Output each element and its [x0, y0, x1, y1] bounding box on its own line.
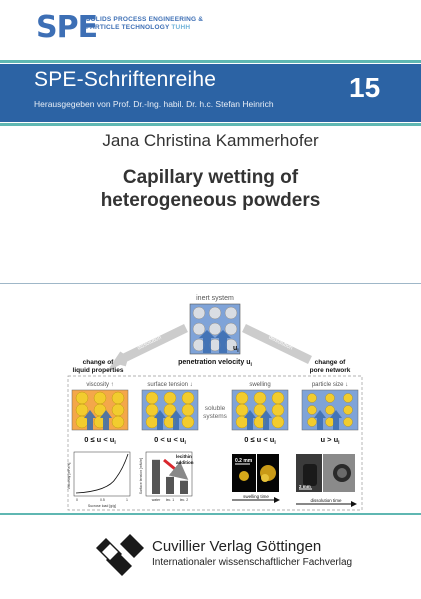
lecithin-label-1: lecithin — [176, 454, 192, 459]
tension-category: lec. 2 — [179, 498, 189, 502]
swelling-scale: 0.2 mm — [235, 458, 253, 464]
particle — [182, 416, 194, 428]
dissolution-photos — [296, 454, 356, 504]
top-teal-rule — [0, 60, 421, 63]
soluble-panel — [232, 382, 288, 446]
particle — [112, 416, 124, 428]
panel-relation: $0 < u < u_i$ — [154, 435, 186, 446]
tension-category: water — [151, 498, 161, 502]
particle — [164, 392, 176, 404]
particle — [326, 394, 335, 403]
viscosity-ylabel: Viscosity [mPa·s] — [67, 462, 71, 490]
tension-categories — [152, 498, 189, 502]
logo-line-1: SOLIDS PROCESS ENGINEERING & — [86, 16, 204, 23]
particle — [308, 406, 317, 415]
tension-category: lec. 1 — [165, 498, 175, 502]
particle — [254, 392, 266, 404]
tension-bar — [152, 460, 160, 494]
cover-figure — [60, 290, 370, 512]
panel-relation: $0 \le u < u_i$ — [84, 435, 116, 446]
left-heading-1: change of — [82, 359, 114, 366]
series-name: SPE-Schriftenreihe — [34, 68, 217, 91]
soluble-label-1: soluble — [204, 405, 226, 412]
particle — [308, 418, 317, 427]
inert-system-label: inert system — [196, 295, 234, 302]
dissolution-time: dissolution time — [310, 498, 342, 503]
figure-top-rule — [0, 283, 421, 284]
particle — [76, 392, 88, 404]
particle — [236, 404, 248, 416]
panel-label: particle size ↓ — [311, 382, 349, 388]
particle — [182, 404, 194, 416]
particle — [272, 392, 284, 404]
particle — [326, 406, 335, 415]
panel-relation: $u > u_i$ — [320, 435, 340, 446]
panel-label: swelling — [249, 382, 271, 388]
volume-number: 15 — [349, 72, 381, 103]
left-heading-2: liquid properties — [72, 367, 124, 374]
publisher-name: Cuvillier Verlag Göttingen — [152, 538, 322, 555]
tension-bar — [180, 481, 188, 494]
dissolution-right-label: dissolution — [267, 334, 294, 352]
particle — [146, 392, 158, 404]
publisher-subtitle: Internationaler wissenschaftlicher Fachverlag — [152, 557, 353, 568]
viscosity-tick-0: 0 — [76, 498, 78, 502]
soluble-label-2: systems — [203, 413, 227, 420]
spe-logo-text — [86, 16, 203, 32]
logo-tuhh: TUHH — [171, 24, 191, 31]
book-title-line-1: Capillary wetting of — [122, 167, 299, 188]
particle — [94, 392, 106, 404]
particle — [344, 418, 353, 427]
viscosity-plot — [67, 452, 130, 508]
particle — [112, 392, 124, 404]
lecithin-label-2: addition — [176, 460, 194, 465]
author-name: Jana Christina Kammerhofer — [102, 131, 319, 150]
tension-bar — [166, 477, 174, 494]
particle — [308, 394, 317, 403]
soluble-panel — [142, 382, 198, 446]
particle — [236, 392, 248, 404]
particle — [146, 404, 158, 416]
swelling-photos — [232, 454, 279, 500]
band-teal-rule — [0, 123, 421, 126]
swelling-time: swelling time — [243, 494, 269, 499]
viscosity-tick-2: 1 — [126, 498, 128, 502]
tension-ylabel: Surface tension [mN/m] — [139, 457, 143, 495]
panel-label: viscosity ↑ — [86, 382, 114, 388]
inert-velocity: $u_i$ — [233, 345, 239, 354]
spe-logo-letters: SPE — [36, 10, 98, 45]
particle — [272, 404, 284, 416]
particle — [344, 406, 353, 415]
particle — [112, 404, 124, 416]
panel-relation: $0 \le u < u_i$ — [244, 435, 276, 446]
dissolution-scale: 2 mm — [299, 484, 311, 489]
tension-plot — [139, 452, 194, 502]
series-editor: Herausgegeben von Prof. Dr.-Ing. habil. Dr. h.c. Stefan Heinrich — [34, 99, 274, 109]
dissolution-arrow-left — [120, 328, 186, 362]
viscosity-tick-1: 0.5 — [100, 498, 105, 502]
soluble-panel — [72, 382, 128, 446]
right-heading-2: pore network — [309, 367, 351, 374]
book-title-line-2: heterogeneous powders — [100, 190, 321, 211]
viscosity-xlabel: Sucrose load [g/g] — [87, 504, 117, 508]
penetration-label: penetration velocity $u_i$ — [178, 359, 252, 368]
book-title — [0, 166, 421, 212]
soluble-panel — [302, 382, 358, 446]
particle — [76, 404, 88, 416]
right-heading-1: change of — [314, 359, 346, 366]
panel-label: surface tension ↓ — [147, 382, 193, 388]
particle — [182, 392, 194, 404]
dissolution-left-label: dissolution — [136, 334, 163, 352]
logo-line-2: PARTICLE TECHNOLOGY TUHH — [86, 24, 191, 31]
figure-bottom-rule — [0, 513, 421, 515]
particle — [272, 416, 284, 428]
particle — [344, 394, 353, 403]
cuvillier-logo — [92, 530, 146, 576]
